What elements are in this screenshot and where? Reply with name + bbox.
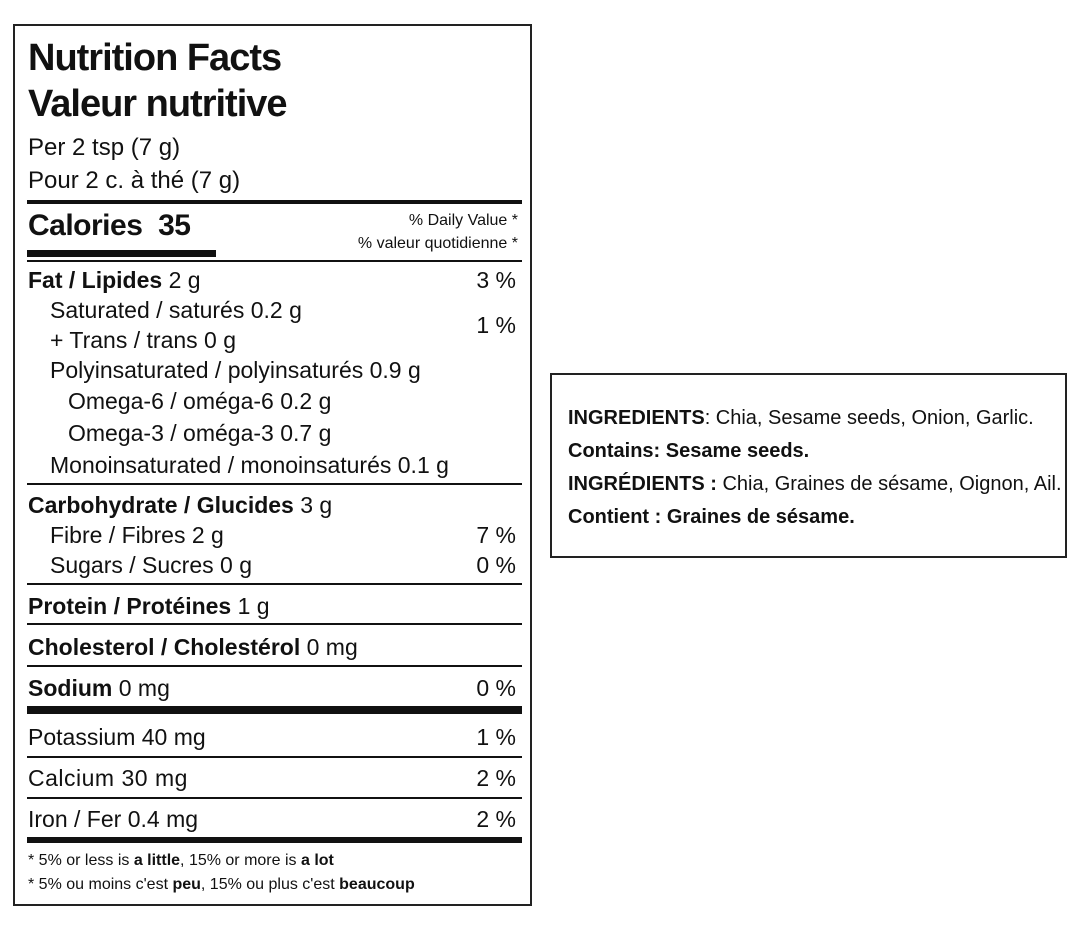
footnote-en-emphasis: a lot [300, 852, 334, 869]
saturated-amount: 0.2 g [250, 297, 302, 323]
serving-size-fr: Pour 2 c. à thé (7 g) [28, 167, 241, 194]
omega6-label: Omega-6 / oméga-6 [68, 388, 274, 414]
ingredients-en [568, 407, 1034, 430]
divider [27, 260, 522, 262]
poly-row [50, 357, 421, 384]
sat-trans-pct: 1 % [476, 312, 516, 338]
sugars-amount: 0 g [220, 552, 253, 578]
nutrition-facts-panel [13, 24, 532, 906]
omega6-row [68, 388, 331, 415]
calories-row [28, 209, 190, 243]
potassium-amount: 40 mg [141, 724, 206, 750]
saturated-label: Saturated / saturés [50, 297, 245, 323]
sodium-row [28, 675, 170, 702]
mono-label: Monoinsaturated / monoinsaturés [50, 452, 392, 478]
cholesterol-amount: 0 mg [306, 634, 358, 660]
fibre-row [50, 522, 224, 549]
protein-label: Protein / Protéines [28, 593, 232, 619]
cholesterol-row [28, 634, 358, 661]
divider [27, 483, 522, 485]
omega6-amount: 0.2 g [280, 388, 332, 414]
divider [27, 756, 522, 758]
carb-amount: 3 g [300, 492, 333, 518]
ingredients-fr-text: Chia, Graines de sésame, Oignon, Ail. [716, 473, 1062, 495]
omega3-label: Omega-3 / oméga-3 [68, 420, 274, 446]
ingredients-fr [568, 473, 1062, 496]
footnote-fr [28, 876, 415, 894]
trans-amount: 0 g [204, 327, 237, 353]
footnote-en-part: * 5% or less is [28, 852, 134, 869]
trans-label: + Trans / trans [50, 327, 198, 353]
thick-rule [27, 837, 522, 843]
sugars-pct: 0 % [476, 552, 516, 578]
omega3-amount: 0.7 g [280, 420, 332, 446]
fat-row [28, 267, 201, 294]
calcium-row [28, 765, 188, 792]
divider [27, 623, 522, 625]
omega3-row [68, 420, 331, 447]
serving-size-en: Per 2 tsp (7 g) [28, 134, 181, 161]
saturated-row [50, 297, 302, 324]
trans-row [50, 327, 236, 354]
footnote-fr-part: * 5% ou moins c'est [28, 876, 173, 893]
divider [27, 583, 522, 585]
sugars-row [50, 552, 252, 579]
calcium-label: Calcium [28, 765, 115, 791]
footnote-en-part: , 15% or more is [180, 852, 301, 869]
potassium-row [28, 724, 206, 751]
carb-row [28, 492, 332, 519]
mono-row [50, 452, 449, 479]
sodium-pct: 0 % [476, 675, 516, 701]
protein-row [28, 593, 270, 620]
footnote-en-emphasis: a little [133, 852, 181, 869]
poly-label: Polyinsaturated / polyinsaturés [50, 357, 364, 383]
footnote-en [28, 852, 334, 870]
footnote-fr-emphasis: beaucoup [339, 876, 415, 893]
calories-value: 35 [158, 209, 191, 242]
fibre-amount: 2 g [191, 522, 224, 548]
contains-en: Contains: Sesame seeds. [568, 440, 810, 462]
daily-value-en: % Daily Value * [408, 212, 518, 229]
divider [27, 665, 522, 667]
daily-value-fr: % valeur quotidienne * [357, 235, 518, 252]
iron-row [28, 806, 198, 833]
title-fr: Valeur nutritive [28, 83, 287, 125]
ingredients-panel [550, 373, 1067, 558]
ingredients-en-label: INGREDIENTS [568, 407, 705, 429]
ingredients-en-text: : Chia, Sesame seeds, Onion, Garlic. [704, 407, 1034, 429]
contains-fr: Contient : Graines de sésame. [568, 506, 855, 528]
calcium-pct: 2 % [476, 765, 516, 791]
divider [27, 797, 522, 799]
fat-pct: 3 % [476, 267, 516, 293]
cholesterol-label: Cholesterol / Cholestérol [28, 634, 301, 660]
footnote-fr-emphasis: peu [172, 876, 201, 893]
fibre-label: Fibre / Fibres [50, 522, 186, 548]
ingredients-fr-label: INGRÉDIENTS : [568, 473, 717, 495]
iron-label: Iron / Fer [28, 806, 122, 832]
carb-label: Carbohydrate / Glucides [28, 492, 294, 518]
title-en: Nutrition Facts [28, 37, 282, 79]
mono-amount: 0.1 g [397, 452, 449, 478]
calories-underline [27, 250, 216, 257]
sodium-amount: 0 mg [118, 675, 170, 701]
fat-amount: 2 g [168, 267, 201, 293]
potassium-label: Potassium [28, 724, 136, 750]
fibre-pct: 7 % [476, 522, 516, 548]
protein-amount: 1 g [237, 593, 270, 619]
calcium-amount: 30 mg [121, 765, 188, 791]
fat-label: Fat / Lipides [28, 267, 163, 293]
sodium-label: Sodium [28, 675, 113, 701]
poly-amount: 0.9 g [369, 357, 421, 383]
iron-amount: 0.4 mg [127, 806, 199, 832]
thick-rule [27, 706, 522, 714]
thick-rule [27, 200, 522, 204]
footnote-fr-part: , 15% ou plus c'est [200, 876, 340, 893]
calories-label: Calories [28, 209, 143, 242]
sugars-label: Sugars / Sucres [50, 552, 214, 578]
potassium-pct: 1 % [476, 724, 516, 750]
iron-pct: 2 % [476, 806, 516, 832]
